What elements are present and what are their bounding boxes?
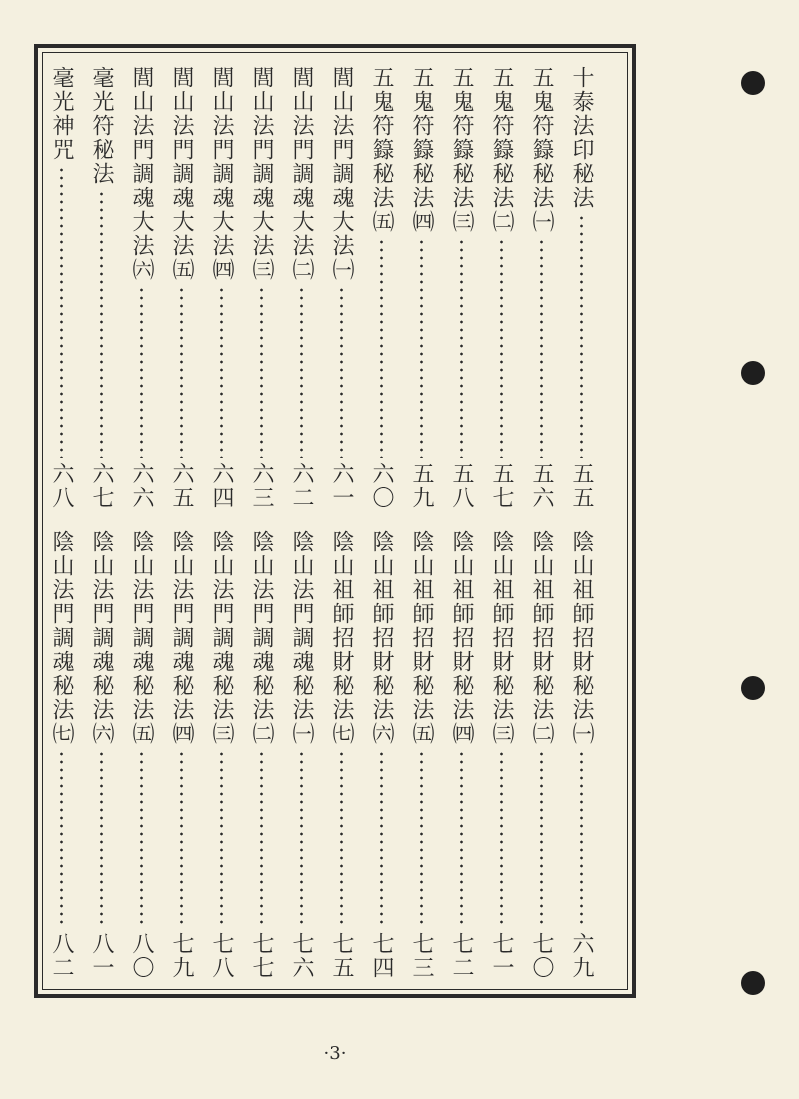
toc-entry-title: 陰山祖師招財秘法㈣	[449, 530, 474, 746]
dot-leader	[460, 750, 463, 928]
toc-entry	[566, 530, 596, 980]
dot-leader	[420, 750, 423, 928]
dot-leader	[500, 238, 503, 458]
dot-leader	[460, 238, 463, 458]
dot-leader	[380, 750, 383, 928]
dot-leader	[500, 750, 503, 928]
binder-hole-icon	[741, 361, 765, 385]
toc-entry-title: 閭山法門調魂大法㈢	[249, 66, 274, 282]
dot-leader	[60, 750, 63, 928]
toc-entry-page: 七四	[369, 932, 394, 980]
toc-entry	[46, 530, 76, 980]
toc-entry-page: 七三	[409, 932, 434, 980]
toc-entry	[86, 66, 116, 510]
toc-entry-title: 五鬼符籙秘法㈡	[489, 66, 514, 234]
binder-hole-icon	[741, 71, 765, 95]
toc-entry	[406, 530, 436, 980]
dot-leader	[580, 214, 583, 458]
toc-entry	[126, 530, 156, 980]
dot-leader	[180, 750, 183, 928]
dot-leader	[540, 238, 543, 458]
toc-entry-page: 五七	[489, 462, 514, 510]
dot-leader	[220, 750, 223, 928]
toc-entry-title: 陰山祖師招財秘法㈦	[329, 530, 354, 746]
toc-entry	[486, 530, 516, 980]
dot-leader	[260, 750, 263, 928]
toc-entry-title: 陰山法門調魂秘法㈣	[169, 530, 194, 746]
toc-entry	[406, 66, 436, 510]
toc-entry-title: 五鬼符籙秘法㈠	[529, 66, 554, 234]
dot-leader	[260, 286, 263, 458]
toc-entry-page: 七九	[169, 932, 194, 980]
toc-entry	[286, 66, 316, 510]
toc-entry	[166, 530, 196, 980]
toc-entry-page: 七七	[249, 932, 274, 980]
toc-entry	[326, 66, 356, 510]
toc-entry	[326, 530, 356, 980]
toc-entry-title: 五鬼符籙秘法㈢	[449, 66, 474, 234]
toc-entry	[486, 66, 516, 510]
toc-entry	[446, 530, 476, 980]
toc-section-bottom	[42, 530, 628, 980]
toc-entry	[246, 530, 276, 980]
toc-entry-page: 七一	[489, 932, 514, 980]
toc-entry-title: 陰山法門調魂秘法㈤	[129, 530, 154, 746]
toc-entry-page: 五九	[409, 462, 434, 510]
toc-entry-page: 八一	[89, 932, 114, 980]
dot-leader	[340, 286, 343, 458]
toc-entry	[166, 66, 196, 510]
toc-entry-title: 陰山祖師招財秘法㈤	[409, 530, 434, 746]
toc-entry-page: 六〇	[369, 462, 394, 510]
toc-entry-title: 閭山法門調魂大法㈥	[129, 66, 154, 282]
toc-entry-page: 七〇	[529, 932, 554, 980]
dot-leader	[60, 166, 63, 458]
toc-entry-page: 五六	[529, 462, 554, 510]
toc-entry	[126, 66, 156, 510]
toc-entry-page: 六三	[249, 462, 274, 510]
toc-entry-title: 閭山法門調魂大法㈤	[169, 66, 194, 282]
toc-entry-page: 六四	[209, 462, 234, 510]
toc-entry-title: 陰山祖師招財秘法㈢	[489, 530, 514, 746]
toc-entry	[46, 66, 76, 510]
toc-entry	[206, 66, 236, 510]
toc-entry-page: 七五	[329, 932, 354, 980]
page-number: ·3·	[323, 1043, 347, 1064]
toc-entry-page: 六六	[129, 462, 154, 510]
toc-entry-title: 閭山法門調魂大法㈡	[289, 66, 314, 282]
toc-entry-title: 陰山法門調魂秘法㈥	[89, 530, 114, 746]
toc-entry-page: 六九	[569, 932, 594, 980]
toc-entry-title: 毫光符秘法	[89, 66, 114, 186]
dot-leader	[220, 286, 223, 458]
dot-leader	[100, 190, 103, 458]
dot-leader	[420, 238, 423, 458]
toc-entry-page: 五五	[569, 462, 594, 510]
toc-entry-page: 六五	[169, 462, 194, 510]
toc-entry-page: 五八	[449, 462, 474, 510]
toc-entry	[286, 530, 316, 980]
toc-entry	[366, 66, 396, 510]
toc-entry-title: 閭山法門調魂大法㈣	[209, 66, 234, 282]
dot-leader	[100, 750, 103, 928]
toc-entry-title: 毫光神咒	[49, 66, 74, 162]
toc-entry-page: 六七	[89, 462, 114, 510]
toc-entry-title: 陰山法門調魂秘法㈦	[49, 530, 74, 746]
dot-leader	[380, 238, 383, 458]
dot-leader	[300, 750, 303, 928]
dot-leader	[140, 286, 143, 458]
toc-entry	[206, 530, 236, 980]
toc-entry-page: 七八	[209, 932, 234, 980]
toc-entry-title: 十泰法印秘法	[569, 66, 594, 210]
toc-entry-title: 閭山法門調魂大法㈠	[329, 66, 354, 282]
toc-entry-title: 陰山祖師招財秘法㈠	[569, 530, 594, 746]
dot-leader	[180, 286, 183, 458]
dot-leader	[300, 286, 303, 458]
toc-entry-page: 七二	[449, 932, 474, 980]
toc-entry-title: 陰山法門調魂秘法㈠	[289, 530, 314, 746]
toc-entry-page: 八〇	[129, 932, 154, 980]
toc-entry	[366, 530, 396, 980]
toc-section-top	[42, 66, 628, 510]
toc-entry	[566, 66, 596, 510]
binder-hole-icon	[741, 971, 765, 995]
toc-entry-title: 陰山法門調魂秘法㈡	[249, 530, 274, 746]
toc-entry-page: 六一	[329, 462, 354, 510]
toc-entry	[526, 530, 556, 980]
toc-entry	[526, 66, 556, 510]
toc-entry	[86, 530, 116, 980]
toc-entry-page: 八二	[49, 932, 74, 980]
toc-entry-page: 六二	[289, 462, 314, 510]
dot-leader	[140, 750, 143, 928]
toc-entry-title: 陰山法門調魂秘法㈢	[209, 530, 234, 746]
toc-entry	[246, 66, 276, 510]
dot-leader	[540, 750, 543, 928]
toc-entry	[446, 66, 476, 510]
dot-leader	[580, 750, 583, 928]
toc-entry-title: 五鬼符籙秘法㈤	[369, 66, 394, 234]
toc-entry-page: 七六	[289, 932, 314, 980]
binder-hole-icon	[741, 676, 765, 700]
dot-leader	[340, 750, 343, 928]
toc-entry-title: 陰山祖師招財秘法㈥	[369, 530, 394, 746]
toc-entry-title: 陰山祖師招財秘法㈡	[529, 530, 554, 746]
toc-entry-title: 五鬼符籙秘法㈣	[409, 66, 434, 234]
toc-entry-page: 六八	[49, 462, 74, 510]
